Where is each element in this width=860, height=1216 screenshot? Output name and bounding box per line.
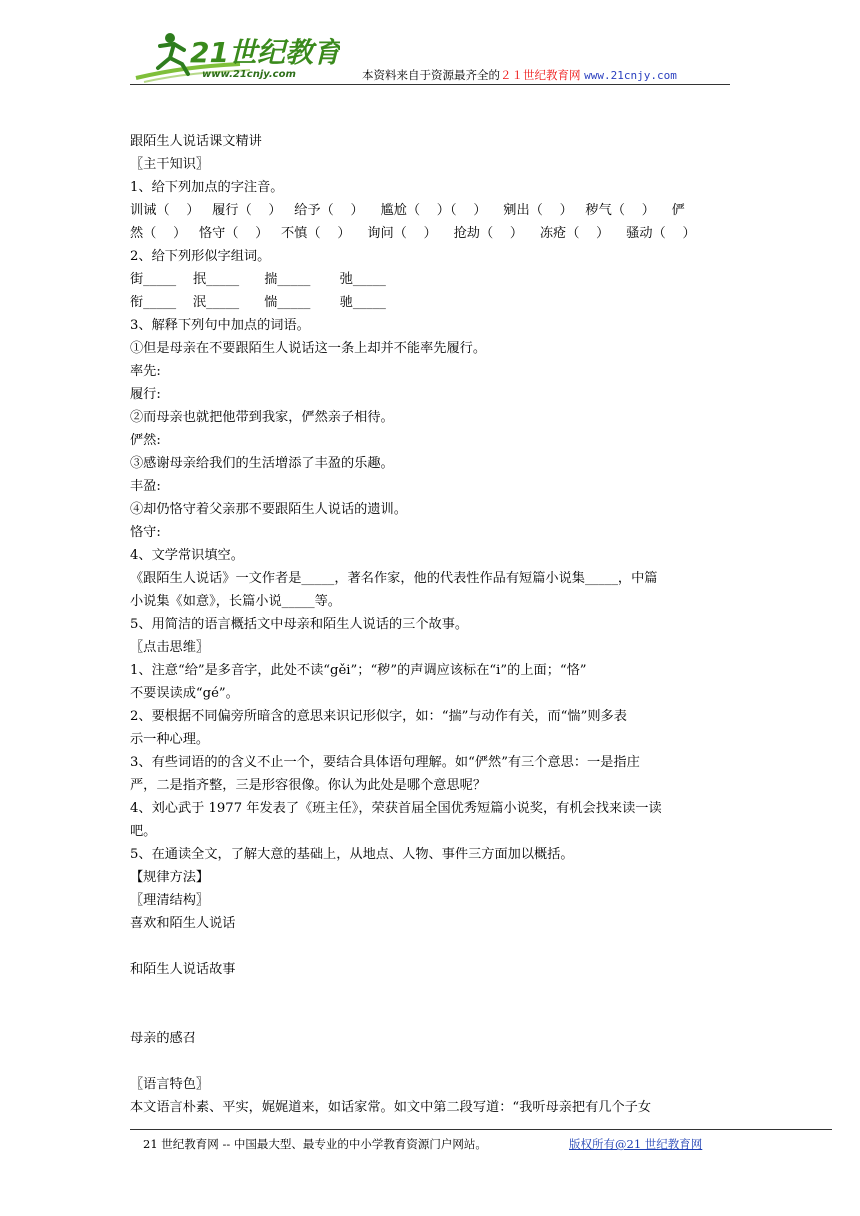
header-source-site[interactable]: ２１世纪教育网 (500, 68, 581, 82)
question-3: 3、解释下列句中加点的词语。 (130, 318, 310, 333)
question-1-row-1: 训诫（ ） 履行（ ） 给予（ ） 尴尬（ ）（ ） 剜出（ ） 秽气（ ） 俨 (130, 203, 685, 218)
section-heading-language: 〖语言特色〗 (130, 1077, 210, 1092)
footer-divider (130, 1129, 832, 1130)
running-figure-icon (130, 20, 340, 86)
structure-item-1: 喜欢和陌生人说话 (130, 916, 236, 931)
question-3-sentence-4: ④却仍恪守着父亲那不要跟陌生人说话的遗训。 (130, 502, 407, 517)
question-2-row-1: 街_____ 抿_____ 揣_____ 弛_____ (130, 272, 386, 287)
header-source-note (362, 67, 677, 83)
header-source-url[interactable]: www.21cnjy.com (584, 69, 677, 82)
tip-4-line-2: 吧。 (130, 824, 157, 839)
tip-2-line-2: 示一种心理。 (130, 732, 210, 747)
question-5: 5、用简洁的语言概括文中母亲和陌生人说话的三个故事。 (130, 617, 469, 632)
structure-item-2: 和陌生人说话故事 (130, 962, 236, 977)
section-heading-main-knowledge: 〖主干知识〗 (130, 157, 210, 172)
tip-3-line-1: 3、有些词语的的含义不止一个，要结合具体语句理解。如“俨然”有三个意思：一是指庄 (130, 755, 640, 770)
svg-text:www.21cnjy.com: www.21cnjy.com (202, 69, 296, 80)
document-title: 跟陌生人说话课文精讲 (130, 134, 262, 149)
question-2: 2、给下列形似字组词。 (130, 249, 271, 264)
question-4-line-2: 小说集《如意》，长篇小说_____等。 (130, 594, 341, 609)
question-3-sentence-2: ②而母亲也就把他带到我家，俨然亲子相待。 (130, 410, 394, 425)
section-heading-thinking: 〖点击思维〗 (130, 640, 210, 655)
site-logo[interactable] (130, 20, 340, 86)
tip-4-line-1: 4、刘心武于 1977 年发表了《班主任》，荣获首届全国优秀短篇小说奖，有机会找来读一读 (130, 801, 662, 816)
section-heading-structure: 〖理清结构〗 (130, 893, 210, 908)
document-body (130, 130, 730, 1119)
tip-1-line-2: 不要误读成“gé”。 (130, 686, 239, 701)
question-3-sentence-3: ③感谢母亲给我们的生活增添了丰盈的乐趣。 (130, 456, 394, 471)
header-source-prefix: 本资料来自于资源最齐全的 (362, 68, 500, 82)
language-paragraph-line-1: 本文语言朴素、平实，娓娓道来，如话家常。如文中第二段写道：“我听母亲把有几个子女 (130, 1100, 652, 1115)
question-3-word-4: 丰盈: (130, 479, 161, 494)
footer-site-description: 21 世纪教育网 -- 中国最大型、最专业的中小学教育资源门户网站。 (143, 1137, 487, 1151)
footer-copyright-link[interactable]: 版权所有@21 世纪教育网 (569, 1137, 703, 1151)
question-3-word-3: 俨然: (130, 433, 161, 448)
question-2-row-2: 衔_____ 泯_____ 惴_____ 驰_____ (130, 295, 386, 310)
tip-3-line-2: 严，二是指齐整，三是形容很像。你认为此处是哪个意思呢？ (130, 778, 487, 793)
header-divider (130, 84, 730, 85)
question-4: 4、文学常识填空。 (130, 548, 244, 563)
question-3-word-5: 恪守: (130, 525, 161, 540)
question-3-sentence-1: ①但是母亲在不要跟陌生人说话这一条上却并不能率先履行。 (130, 341, 487, 356)
tip-2-line-1: 2、要根据不同偏旁所暗含的意思来识记形似字，如：“揣”与动作有关，而“惴”则多表 (130, 709, 627, 724)
question-1-row-2: 然（ ） 恪守（ ） 不慎（ ） 询问（ ） 抢劫（ ） 冻疮（ ） 骚动（ ） (130, 226, 696, 241)
structure-item-3: 母亲的感召 (130, 1031, 196, 1046)
tip-5: 5、在通读全文，了解大意的基础上，从地点、人物、事件三方面加以概括。 (130, 847, 574, 862)
question-4-line-1: 《跟陌生人说话》一文作者是_____，著名作家，他的代表性作品有短篇小说集_____，中篇 (130, 571, 658, 586)
question-1: 1、给下列加点的字注音。 (130, 180, 284, 195)
question-3-word-1: 率先: (130, 364, 161, 379)
tip-1-line-1: 1、注意“给”是多音字，此处不读“gěi”；“秽”的声调应该标在“i”的上面；“恪” (130, 663, 587, 678)
question-3-word-2: 履行: (130, 387, 161, 402)
svg-text:21世纪教育: 21世纪教育 (190, 36, 340, 69)
section-heading-methods: 【规律方法】 (130, 870, 210, 885)
